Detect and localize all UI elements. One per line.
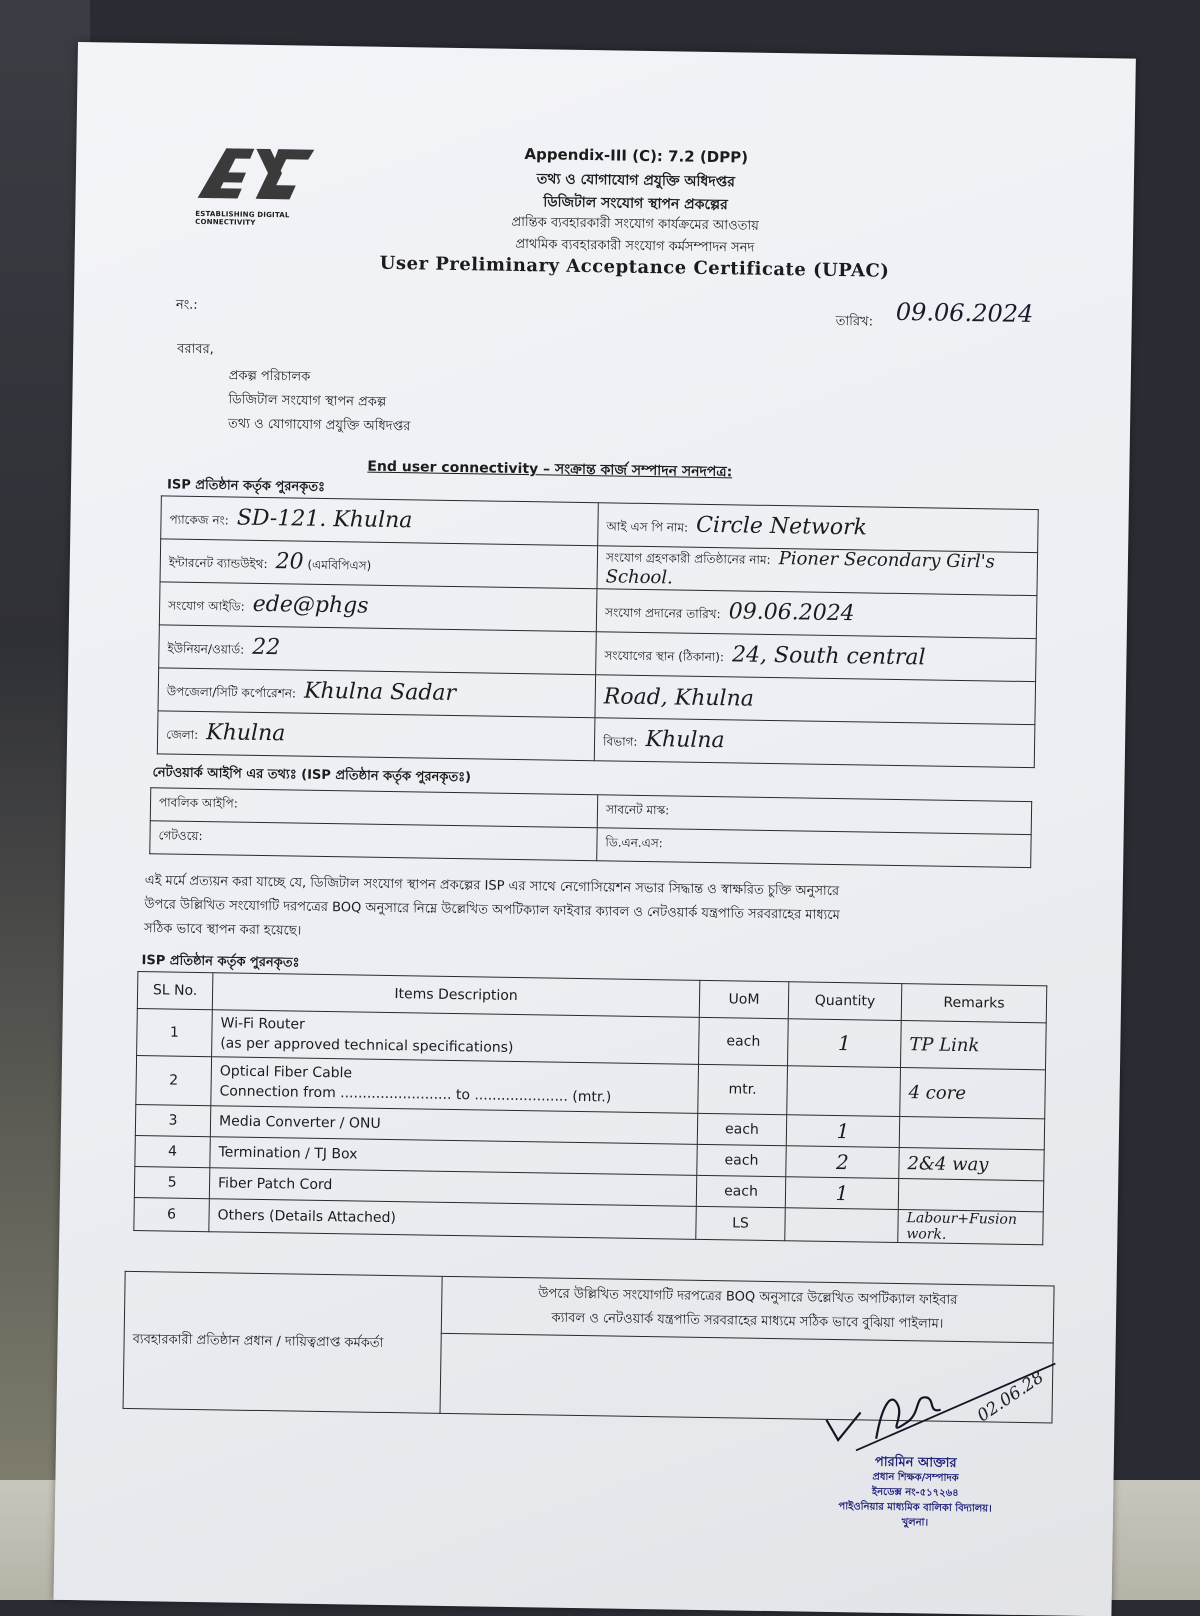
- item-description: Others (Details Attached): [209, 1199, 696, 1240]
- recipient-institution-value: Pioner Secondary Girl's School.: [605, 548, 996, 589]
- network-info-title: নেটওয়ার্ক আইপি এর তথ্যঃ (ISP প্রতিষ্ঠান কর্তৃক পুরনকৃতঃ): [152, 765, 472, 786]
- union-ward-label: ইউনিয়ন/ওয়ার্ড:: [167, 640, 245, 657]
- appendix-label: Appendix-III (C): 7.2 (DPP): [524, 145, 749, 167]
- item-sl: 5: [134, 1167, 209, 1199]
- item-remarks: 4 core: [900, 1068, 1046, 1119]
- division-label: বিভাগ:: [602, 733, 638, 749]
- declaration-paragraph: [144, 869, 1045, 955]
- item-quantity: 2: [786, 1146, 899, 1179]
- item-quantity: 1: [785, 1177, 898, 1210]
- header-sl: SL No.: [137, 972, 213, 1010]
- item-description: Fiber Patch Cord: [209, 1168, 696, 1207]
- logo-tagline: ESTABLISHING DIGITAL CONNECTIVITY: [195, 209, 290, 227]
- item-uom: each: [697, 1144, 786, 1176]
- subnet-mask-label: সাবনেট মাস্ক:: [597, 795, 1031, 835]
- date-label: তারিখ:: [835, 313, 874, 330]
- items-section-title: ISP প্রতিষ্ঠান কর্তৃক পুরনকৃতঃ: [141, 953, 300, 971]
- stamp-index: ইনডেক্স নং-৫১৭২৬৪: [871, 1486, 959, 1500]
- item-description: Wi-Fi Router: [220, 1015, 305, 1033]
- item-uom: mtr.: [698, 1064, 788, 1114]
- connectivity-info-table: [157, 495, 1039, 768]
- stamp-city: খুলনা।: [901, 1517, 929, 1529]
- location-label: সংযোগের স্থান (ঠিকানা):: [604, 647, 725, 664]
- stamp-title: প্রধান শিক্ষক/সম্পাদক: [872, 1471, 959, 1485]
- item-uom: each: [699, 1017, 789, 1065]
- stamp-name: পারমিন আক্তার: [874, 1454, 957, 1471]
- certificate-title-bn: প্রাথমিক ব্যবহারকারী সংযোগ কর্মসম্পাদন সনদ: [515, 236, 755, 256]
- item-description-note: Connection from ......................... to ..................... (mtr.): [219, 1083, 612, 1106]
- item-remarks: [899, 1117, 1044, 1150]
- edc-logo-icon: [195, 142, 316, 206]
- isp-name-value: Circle Network: [695, 512, 868, 540]
- department-name: তথ্য ও যোগাযোগ প্রযুক্তি অধিদপ্তর: [536, 171, 736, 191]
- connection-date-label: সংযোগ প্রদানের তারিখ:: [605, 604, 721, 621]
- item-sl: 2: [136, 1056, 212, 1106]
- number-label: নং.:: [175, 297, 198, 313]
- item-quantity: 1: [788, 1019, 902, 1068]
- location-value-1: 24, South central: [731, 641, 926, 670]
- stamp-school: পাইওনিয়ার মাধ্যমিক বালিকা বিদ্যালয়।: [838, 1501, 992, 1515]
- item-quantity: 1: [786, 1115, 899, 1148]
- signature-date: 02.06.28: [973, 1367, 1048, 1427]
- connection-id-value: ede@phgs: [252, 591, 369, 619]
- item-description: Media Converter / ONU: [210, 1106, 697, 1145]
- network-info-table: [149, 787, 1032, 868]
- division-value: Khulna: [645, 726, 725, 753]
- recipient-line-2: ডিজিটাল সংযোগ স্থাপন প্রকল্প: [228, 392, 387, 410]
- certificate-paper: [54, 42, 1136, 1616]
- upazila-value: Khulna Sadar: [303, 678, 457, 706]
- declaration-line-3: সঠিক ভাবে স্থাপন করা হয়েছে।: [143, 921, 302, 939]
- program-name: প্রান্তিক ব্যবহারকারী সংযোগ কার্যক্রমের আওতায়: [511, 214, 760, 234]
- header-quantity: Quantity: [788, 982, 902, 1021]
- gateway-label: গেটওয়ে:: [150, 821, 597, 861]
- location-value-2: Road, Khulna: [603, 683, 755, 712]
- signature-mark: [816, 1350, 1068, 1464]
- union-ward-value: 22: [252, 634, 281, 660]
- upazila-label: উপজেলা/সিটি কর্পোরেশন:: [166, 683, 297, 701]
- item-remarks: TP Link: [900, 1021, 1046, 1070]
- dns-label: ডি.এন.এস:: [597, 828, 1031, 868]
- connection-id-label: সংযোগ আইডি:: [168, 597, 245, 614]
- acceptance-statement-2: ক্যাবল ও নেটওয়ার্ক যন্ত্রপাতি সরবরাহের মাধ্যমে সঠিক ভাবে বুঝিয়া পাইলাম।: [551, 1310, 944, 1332]
- header-uom: UoM: [699, 980, 789, 1018]
- item-description: Termination / TJ Box: [210, 1137, 697, 1176]
- item-quantity: [787, 1066, 901, 1117]
- acceptance-role: ব্যবহারকারী প্রতিষ্ঠান প্রধান / দায়িত্বপ্রাপ্ত কর্মকর্তা: [123, 1271, 442, 1413]
- official-stamp: [795, 1453, 1036, 1532]
- item-sl: 6: [134, 1198, 210, 1232]
- items-table: [133, 971, 1047, 1245]
- bandwidth-value: 20: [275, 548, 304, 575]
- item-uom: each: [697, 1113, 786, 1145]
- package-value: SD-121. Khulna: [236, 505, 413, 533]
- project-name: ডিজিটাল সংযোগ স্থাপন প্রকল্পের: [543, 194, 728, 214]
- recipient-line-3: তথ্য ও যোগাযোগ প্রযুক্তি অধিদপ্তর: [227, 416, 411, 435]
- item-sl: 1: [137, 1009, 213, 1057]
- section-title: End user connectivity – সংক্রান্ত কার্জ সম্পাদন সনদপত্র:: [367, 458, 733, 481]
- district-label: জেলা:: [166, 726, 199, 742]
- item-remarks: [898, 1179, 1043, 1212]
- edc-logo: [195, 142, 326, 228]
- isp-name-label: আই এস পি নাম:: [606, 518, 689, 535]
- connection-date-value: 09.06.2024: [728, 598, 855, 626]
- public-ip-label: পাবলিক আইপি:: [150, 788, 597, 828]
- item-quantity: [785, 1208, 899, 1243]
- item-description-note: (as per approved technical specifications): [220, 1035, 514, 1056]
- recipient-institution-label: সংযোগ গ্রহণকারী প্রতিষ্ঠানের নাম:: [605, 550, 771, 567]
- bandwidth-label: ইন্টারনেট ব্যান্ডউইথ:: [168, 554, 268, 571]
- recipient-line-1: প্রকল্প পরিচালক: [228, 368, 311, 385]
- item-remarks: 2&4 way: [899, 1148, 1044, 1181]
- recipient-to: বরাবর,: [177, 341, 214, 358]
- item-sl: 3: [135, 1105, 210, 1137]
- item-remarks: Labour+Fusion work.: [898, 1210, 1044, 1245]
- item-description: Optical Fiber Cable: [219, 1063, 353, 1082]
- package-label: প্যাকেজ নং:: [169, 511, 229, 527]
- declaration-line-1: এই মর্মে প্রত্যয়ন করা যাচ্ছে যে, ডিজিটাল সংযোগ স্থাপন প্রকল্পের ISP এর সাথে নেগোসিয়েশন সভার সিদ্ধান্ত ও স্বাক্ষরিত চুক্তি অনুসারে: [144, 873, 840, 900]
- acceptance-statement-1: উপরে উল্লিখিত সংযোগটি দরপত্রের BOQ অনুসারে উল্লেখিত অপটিক্যাল ফাইবার: [538, 1286, 958, 1309]
- district-value: Khulna: [206, 719, 286, 746]
- bandwidth-unit: (এমবিপিএস): [307, 557, 372, 573]
- item-uom: each: [696, 1175, 785, 1207]
- certificate-title-en: User Preliminary Acceptance Certificate (UPAC): [379, 252, 890, 282]
- date-value: 09.06.2024: [895, 297, 1034, 329]
- header-remarks: Remarks: [901, 984, 1047, 1023]
- declaration-line-2: উপরে উল্লিখিত সংযোগটি দরপত্রের BOQ অনুসারে নিম্নে উল্লেখিত অপটিক্যাল ফাইবার ক্যাবল ও নেটওয়ার্ক যন্ত্রপাতি সরবরাহের মাধ্যমে: [144, 897, 840, 924]
- isp-fill-label: ISP প্রতিষ্ঠান কর্তৃক পুরনকৃতঃ: [166, 477, 326, 495]
- item-sl: 4: [135, 1136, 210, 1168]
- header-description: Items Description: [212, 973, 700, 1018]
- item-uom: LS: [696, 1206, 786, 1240]
